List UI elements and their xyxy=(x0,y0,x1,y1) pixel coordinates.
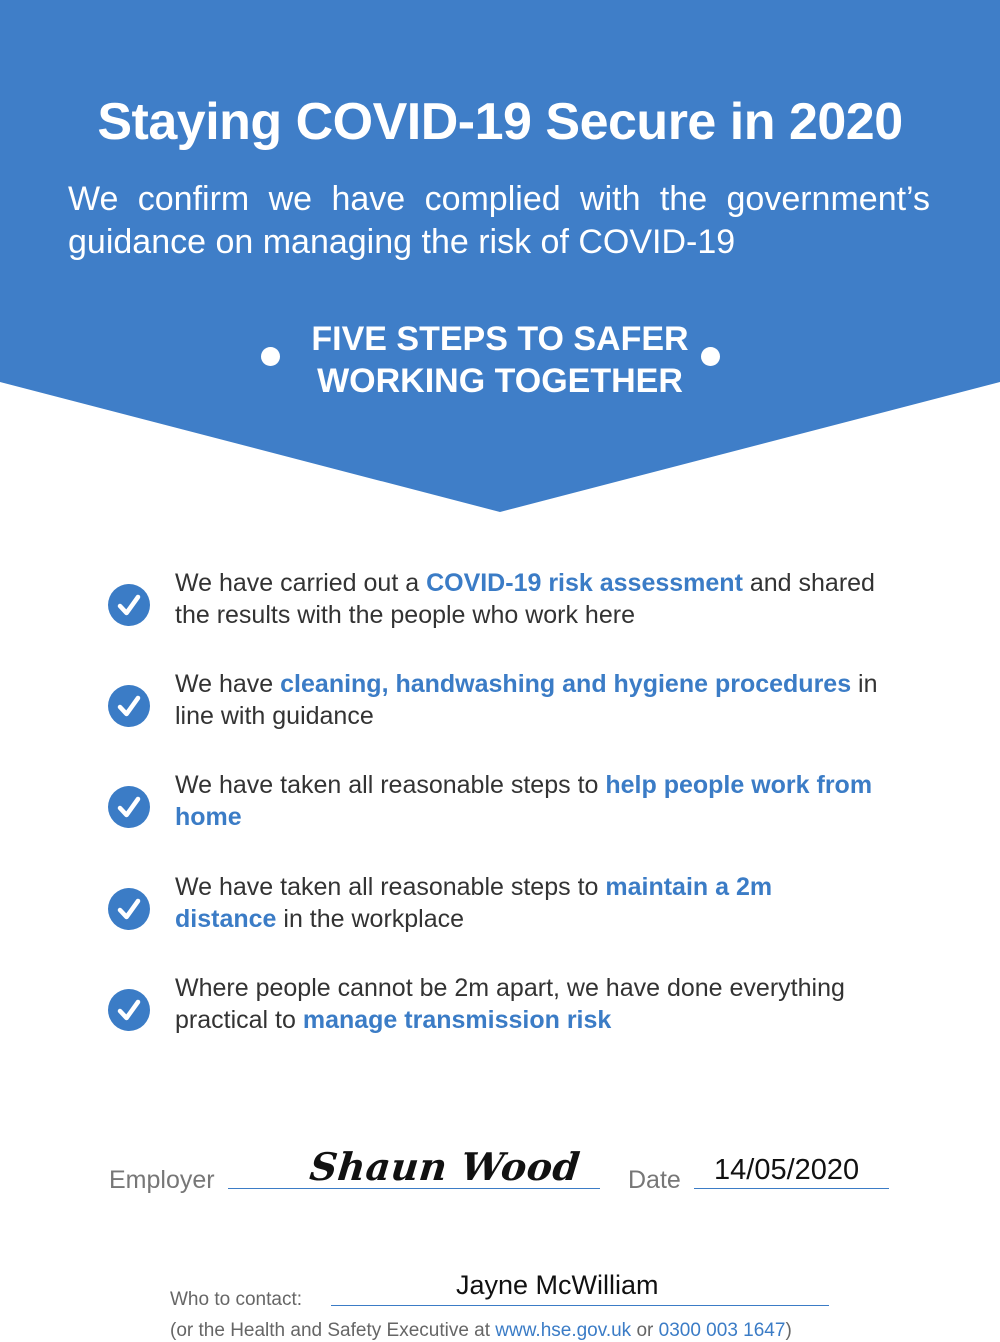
check-circle-icon xyxy=(108,786,150,828)
dot-icon xyxy=(701,347,720,366)
steps-heading-line: FIVE STEPS TO SAFER xyxy=(311,320,689,358)
item-text-plain: We have xyxy=(175,670,281,698)
footnote-text: ) xyxy=(785,1320,792,1341)
hse-footnote xyxy=(170,1320,792,1342)
checklist-item-text xyxy=(175,871,835,935)
checklist-item-text xyxy=(175,567,915,631)
item-text-highlight: help people work from home xyxy=(175,771,873,831)
checklist-item-text xyxy=(175,668,915,732)
item-text-highlight: maintain a 2m distance xyxy=(175,873,773,933)
hse-phone-link[interactable]: 0300 003 1647 xyxy=(658,1320,786,1341)
item-text-plain: We have taken all reasonable steps to xyxy=(175,873,606,901)
contact-value: Jayne McWilliam xyxy=(456,1270,659,1300)
steps-heading-line: WORKING TOGETHER xyxy=(317,362,683,400)
item-text-plain: in the workplace xyxy=(276,905,465,933)
item-text-plain: We have carried out a xyxy=(175,569,427,597)
page-subtitle: We confirm we have complied with the government’s guidance on managing the risk of COVID-19 xyxy=(68,180,930,261)
contact-line[interactable] xyxy=(331,1305,829,1306)
dot-icon xyxy=(261,347,280,366)
checklist-item-text xyxy=(175,769,875,833)
date-line[interactable] xyxy=(694,1188,889,1189)
item-text-plain: and shared the results with the people who work here xyxy=(175,569,875,629)
contact-label: Who to contact: xyxy=(170,1289,303,1310)
item-text-plain: in line with guidance xyxy=(175,670,878,730)
item-text-plain: We have taken all reasonable steps to xyxy=(175,771,606,799)
footnote-text: (or the Health and Safety Executive at xyxy=(170,1320,496,1341)
employer-signature: Shaun Wood xyxy=(307,1144,583,1189)
hse-website-link[interactable]: www.hse.gov.uk xyxy=(495,1320,632,1341)
employer-label: Employer xyxy=(109,1166,215,1194)
item-text-highlight: cleaning, handwashing and hygiene procedures xyxy=(280,670,852,698)
checklist-item-text xyxy=(175,972,915,1036)
check-circle-icon xyxy=(108,685,150,727)
check-circle-icon xyxy=(108,584,150,626)
footnote-text: or xyxy=(631,1320,659,1341)
page-title: Staying COVID-19 Secure in 2020 xyxy=(97,93,903,151)
steps-heading xyxy=(280,318,720,402)
item-text-plain: Where people cannot be 2m apart, we have done everything practical to xyxy=(175,974,845,1034)
date-value: 14/05/2020 xyxy=(714,1154,860,1186)
check-circle-icon xyxy=(108,989,150,1031)
item-text-highlight: COVID-19 risk assessment xyxy=(426,569,743,597)
date-label: Date xyxy=(628,1166,681,1194)
check-circle-icon xyxy=(108,888,150,930)
item-text-highlight: manage transmission risk xyxy=(302,1006,612,1034)
